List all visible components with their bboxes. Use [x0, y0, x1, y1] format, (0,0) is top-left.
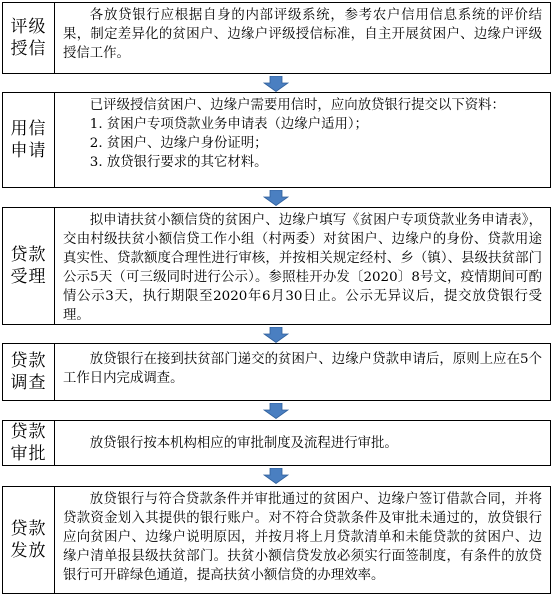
step-label: 贷款发放	[3, 487, 55, 593]
step-label: 贷款调查	[3, 344, 55, 400]
step-loan-acceptance	[2, 207, 551, 325]
list-item: 2. 贫困户、边缘户身份证明；	[89, 136, 268, 151]
step-label: 评级授信	[3, 3, 55, 73]
list-item: 1. 贫困户专项贷款业务申请表（边缘户适用）；	[89, 117, 368, 132]
step-label: 贷款审批	[3, 421, 55, 465]
step-loan-disbursement	[2, 486, 551, 594]
list-item: 3. 放贷银行要求的其它材料。	[89, 155, 268, 170]
step-credit-application	[2, 92, 551, 188]
step-paragraph: 放贷银行在接到扶贫部门递交的贫困户、边缘户贷款申请后，原则上应在5个工作日内完成调查。	[63, 352, 542, 386]
step-label: 用信申请	[3, 93, 55, 187]
step-loan-investigation	[2, 343, 551, 401]
step-loan-approval	[2, 420, 551, 466]
step-paragraph: 放贷银行与符合贷款条件并审批通过的贫困户、边缘户签订借款合同，并将贷款资金划入其提供的银行账户。对不符合贷款条件及审批未通过的，放贷银行应向贫困户、边缘户说明原因，并按月将上月贷款清单和未能贷款的贫困户、边缘户清单报县级扶贫部门。扶贫小额信贷发放必须实行面签制度，有条件的放贷银行可开辟绿色通道，提高扶贫小额信贷的办理效率。	[63, 492, 542, 583]
step-content	[55, 93, 550, 187]
step-paragraph: 放贷银行按本机构相应的审批制度及流程进行审批。	[89, 436, 398, 451]
step-content	[55, 3, 550, 73]
down-arrow-icon	[263, 327, 289, 343]
step-paragraph: 拟申请扶贫小额信贷的贫困户、边缘户填写《贫困户专项贷款业务申请表》，交由村级扶贫小额信贷工作小组（村两委）对贫困户、边缘户的身份、贷款用途真实性、贷款额度合理性进行审核，并按相关规定经村、乡（镇）、县级扶贫部门公示5天（可三级同时进行公示）。参照桂开办发〔2020〕8号文，疫情期间可酌情公示3天，执行期限至2020年6月30日止。公示无异议后，提交放贷银行受理。	[63, 213, 542, 323]
step-content	[55, 487, 550, 593]
step-content	[55, 208, 550, 324]
down-arrow-icon	[263, 76, 289, 92]
step-label: 贷款受理	[3, 208, 55, 324]
step-rating-credit	[2, 2, 551, 74]
down-arrow-icon	[263, 468, 289, 484]
step-paragraph: 各放贷银行应根据自身的内部评级系统，参考农户信用信息系统的评价结果，制定差异化的贫困户、边缘户评级授信标准，自主开展贫困户、边缘户评级授信工作。	[63, 8, 542, 61]
down-arrow-icon	[263, 403, 289, 419]
step-content	[55, 421, 550, 465]
step-content	[55, 344, 550, 400]
step-paragraph: 已评级授信贫困户、边缘户需要用信时，应向放贷银行提交以下资料：	[89, 98, 505, 113]
down-arrow-icon	[263, 190, 289, 206]
